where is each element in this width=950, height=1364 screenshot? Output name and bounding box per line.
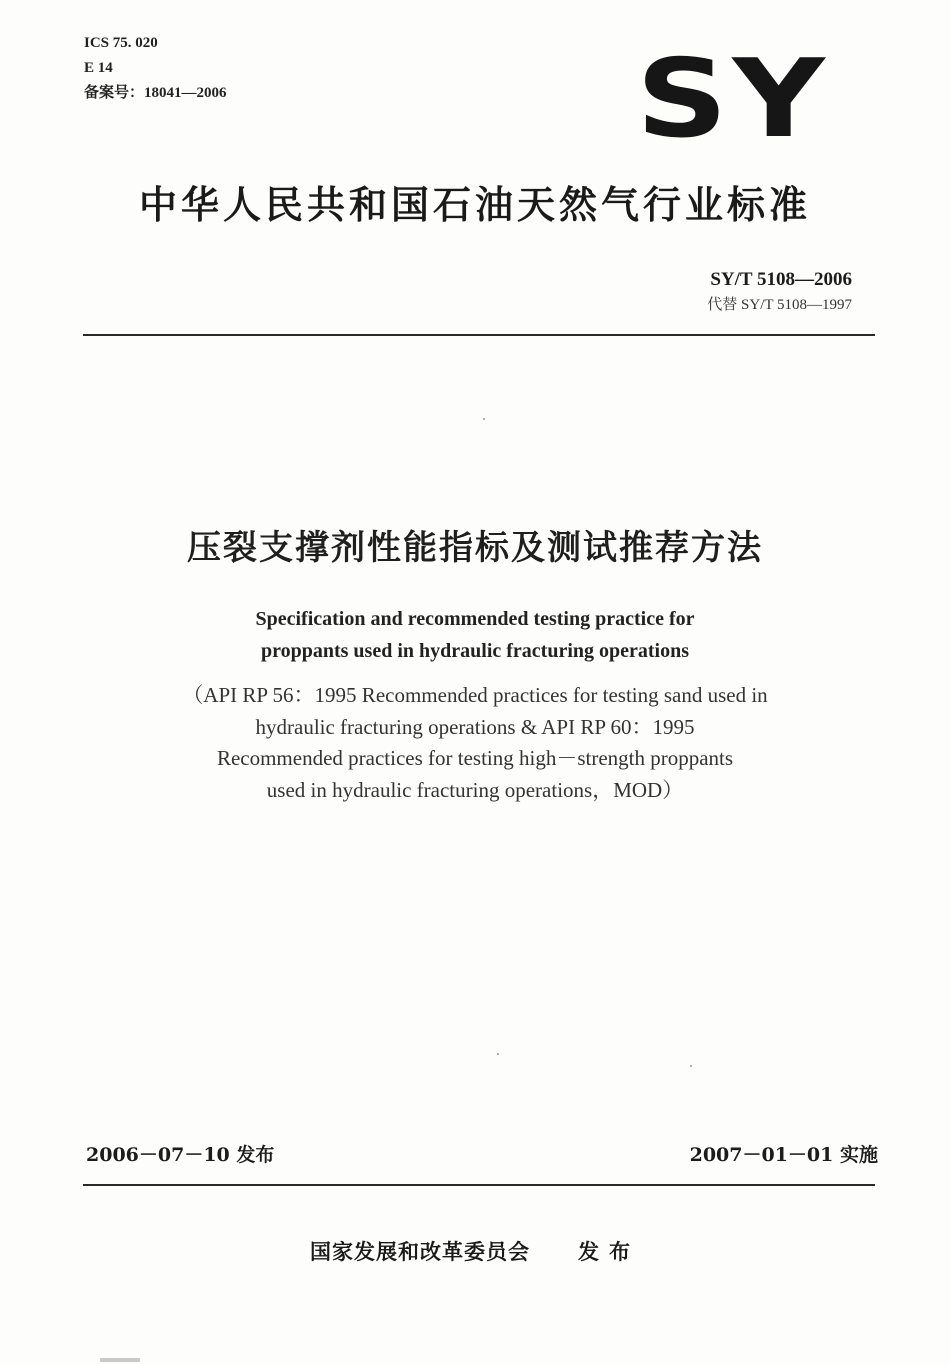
document-subtitle-en <box>0 680 950 806</box>
standard-number: SY/T 5108—2006 <box>710 269 852 290</box>
e-code: E 14 <box>84 60 113 76</box>
title-en-line: Specification and recommended testing practice for <box>255 608 695 630</box>
subtitle-en-line: hydraulic fracturing operations & API RP 60：1995 <box>255 714 695 739</box>
implementation-date: 2007－01－01 实施 <box>689 1144 878 1166</box>
scan-speck <box>690 1065 692 1067</box>
ics-code: ICS 75. 020 <box>84 35 158 51</box>
record-number: 备案号：18041—2006 <box>84 85 227 101</box>
standard-number-block <box>707 266 852 316</box>
subtitle-en-line: used in hydraulic fracturing operations，MOD） <box>266 777 684 802</box>
publish-action: 发布 <box>578 1240 640 1264</box>
sy-logo: SY <box>636 37 830 162</box>
bottom-divider <box>83 1184 875 1186</box>
title-en-line: proppants used in hydraulic fracturing operations <box>260 640 690 662</box>
scan-edge-mark <box>100 1358 140 1362</box>
document-title-en <box>0 603 950 667</box>
top-divider <box>83 334 875 336</box>
publisher-line <box>0 1236 950 1266</box>
standard-category-title: 中华人民共和国石油天然气行业标准 <box>138 183 811 227</box>
subtitle-en-line: Recommended practices for testing high－strength proppants <box>216 746 734 770</box>
publisher-org: 国家发展和改革委员会 <box>310 1240 530 1264</box>
scan-speck <box>497 1053 499 1055</box>
document-title-cn: 压裂支撑剂性能指标及测试推荐方法 <box>187 528 763 568</box>
issue-date: 2006－07－10 发布 <box>86 1144 275 1166</box>
classification-codes <box>84 31 227 106</box>
scan-speck <box>483 418 485 420</box>
subtitle-en-line: （API RP 56：1995 Recommended practices for testing sand used in <box>182 683 768 707</box>
replaces-note: 代替 SY/T 5108—1997 <box>707 297 852 313</box>
